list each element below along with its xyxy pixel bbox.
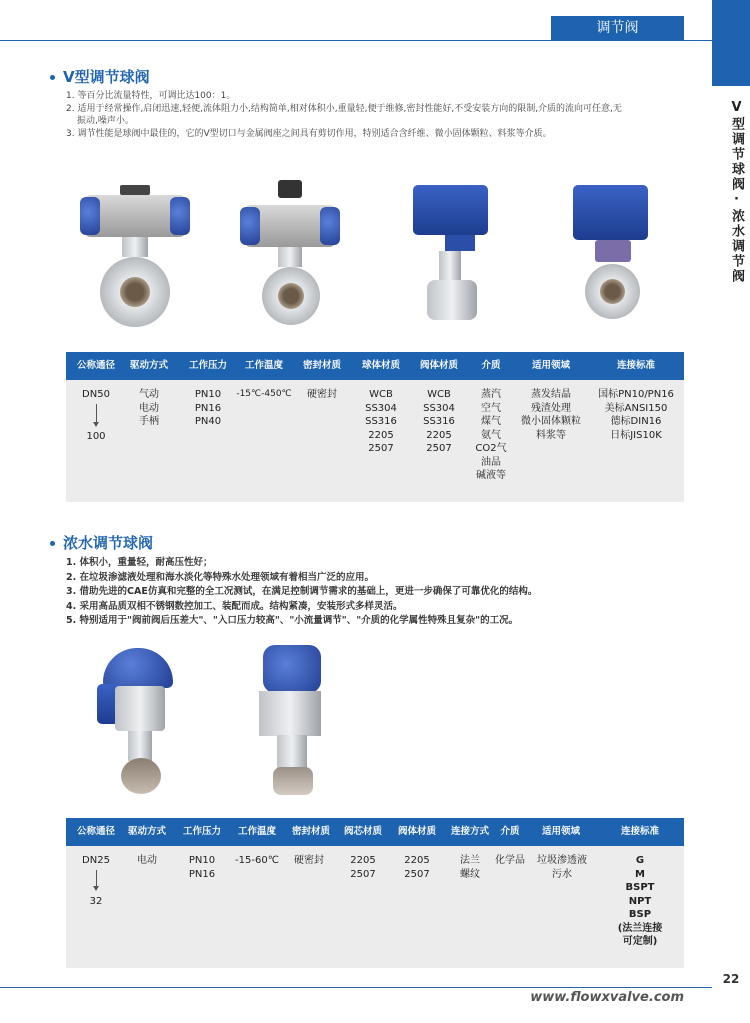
column-header: 连接标准 — [616, 360, 655, 371]
section2-table-header — [66, 818, 684, 846]
pneumatic-flanged-ball-valve-image — [240, 180, 340, 335]
column-header: 介质 — [481, 360, 501, 371]
drive-cell: 电动 — [137, 855, 157, 866]
column-header: 连接标准 — [620, 826, 659, 837]
column-header: 工作压力 — [188, 360, 227, 371]
concentrate-valve-image-side — [255, 645, 330, 800]
column-header: 密封材质 — [291, 826, 330, 837]
feature-point: 1. 等百分比流量特性，可调比达100：1。 — [66, 91, 236, 101]
bullet-dot — [50, 541, 55, 546]
footer-rule — [0, 987, 712, 988]
column-header: 公称通径 — [76, 826, 115, 837]
column-header: 球体材质 — [361, 360, 400, 371]
body-material-cell: 2205 2507 — [404, 855, 430, 880]
header-rule — [0, 40, 712, 41]
column-header: 驱动方式 — [129, 360, 168, 371]
medium-cell: 化学品 — [495, 855, 525, 866]
bullet-dot — [50, 75, 55, 80]
website-link[interactable]: www.flowxvalve.com — [530, 990, 684, 1005]
section1-title: V型调节球阀 — [50, 66, 150, 87]
column-header: 工作温度 — [244, 360, 283, 371]
column-header: 驱动方式 — [127, 826, 166, 837]
pressure-cell: PN10 PN16 PN40 — [194, 389, 222, 427]
pneumatic-v-ball-valve-image — [80, 185, 190, 335]
arrow-down-icon — [93, 886, 99, 891]
column-header: 阀芯材质 — [343, 826, 382, 837]
feature-point: 3. 借助先进的CAE仿真和完整的全工况测试，在满足控制调节需求的基础上，更进一步确保了可靠优化的结构。 — [66, 586, 538, 597]
feature-point: 2. 在垃圾渗滤液处理和海水淡化等特殊水处理领域有着相当广泛的应用。 — [66, 571, 375, 583]
feature-point: 振动,噪声小。 — [77, 116, 134, 126]
seal-cell: 硬密封 — [294, 855, 324, 866]
page-number: 22 — [722, 972, 740, 986]
feature-point: 5. 特别适用于"阀前阀后压差大"、"入口压力较高"、"小流量调节"、"介质的化学属性特殊且复杂"的工况。 — [66, 615, 519, 626]
section1-table-body — [66, 380, 684, 502]
column-header: 阀体材质 — [397, 826, 436, 837]
core-material-cell: 2205 2507 — [350, 855, 376, 880]
range-arrow-icon — [96, 404, 97, 424]
feature-point: 1. 体积小，重量轻，耐高压性好； — [66, 557, 213, 568]
section2-feature-list — [66, 556, 688, 629]
column-header: 适用领域 — [541, 826, 580, 837]
column-header: 密封材质 — [302, 360, 341, 371]
field-cell: 蒸发结晶 残渣处理 微小固体颗粒 料浆等 — [521, 389, 581, 441]
standard-cell: G M BSPT NPT BSP (法兰连接 可定制) — [617, 855, 663, 947]
column-header: 介质 — [500, 826, 520, 837]
electric-v-ball-valve-image — [405, 180, 495, 335]
side-bar — [712, 0, 750, 1023]
column-header: 工作压力 — [182, 826, 221, 837]
column-header: 工作温度 — [237, 826, 276, 837]
medium-cell: 蒸汽 空气 煤气 氨气 CO2气 油品 碱液等 — [475, 389, 507, 481]
electric-flanged-ball-valve-image — [565, 180, 655, 335]
temperature-cell: -15℃-450℃ — [236, 389, 292, 399]
column-header: 公称通径 — [76, 360, 115, 371]
standard-cell: 国标PN10/PN16 美标ANSI150 德标DIN16 日标JIS10K — [598, 389, 674, 441]
seal-cell: 硬密封 — [307, 389, 337, 400]
side-bar-accent — [712, 0, 750, 86]
connection-cell: 法兰 螺纹 — [460, 855, 480, 880]
section1-table-header — [66, 352, 684, 380]
dn-start: DN25 — [82, 855, 110, 866]
section2-title: 浓水调节球阀 — [50, 532, 153, 553]
ball-material-cell: WCB SS304 SS316 2205 2507 — [365, 389, 397, 454]
field-cell: 垃圾渗透液 污水 — [537, 855, 587, 880]
section1-feature-list — [66, 90, 688, 140]
side-vertical-title: V型调节球阀·浓水调节阀 — [729, 100, 744, 284]
concentrate-valve-image-front — [95, 648, 185, 798]
column-header: 适用领域 — [531, 360, 570, 371]
drive-cell: 气动 电动 手柄 — [139, 389, 159, 427]
body-material-cell: WCB SS304 SS316 2205 2507 — [423, 389, 455, 454]
category-tab: 调节阀 — [551, 16, 684, 40]
dn-end: 100 — [86, 431, 106, 442]
feature-point: 2. 适用于经常操作,启闭迅速,轻便,流体阻力小,结构简单,相对体积小,重量轻,便于维修,密封性能好,不受安装方向的限制,介质的流向可任意,无 — [66, 103, 622, 114]
feature-point: 3. 调节性能是球阀中最佳的，它的V型切口与金属阀座之间具有剪切作用，特别适合含纤维、微小固体颗粒、料浆等介质。 — [66, 128, 552, 139]
column-header: 阀体材质 — [419, 360, 458, 371]
feature-point: 4. 采用高品质双相不锈钢数控加工、装配而成。结构紧凑，安装形式多样灵活。 — [66, 600, 403, 612]
arrow-down-icon — [93, 422, 99, 427]
temperature-cell: -15-60℃ — [235, 855, 279, 866]
pressure-cell: PN10 PN16 — [188, 855, 216, 880]
dn-end: 32 — [89, 896, 103, 907]
column-header: 连接方式 — [450, 826, 489, 837]
dn-start: DN50 — [82, 389, 110, 400]
section2-table-body — [66, 846, 684, 968]
